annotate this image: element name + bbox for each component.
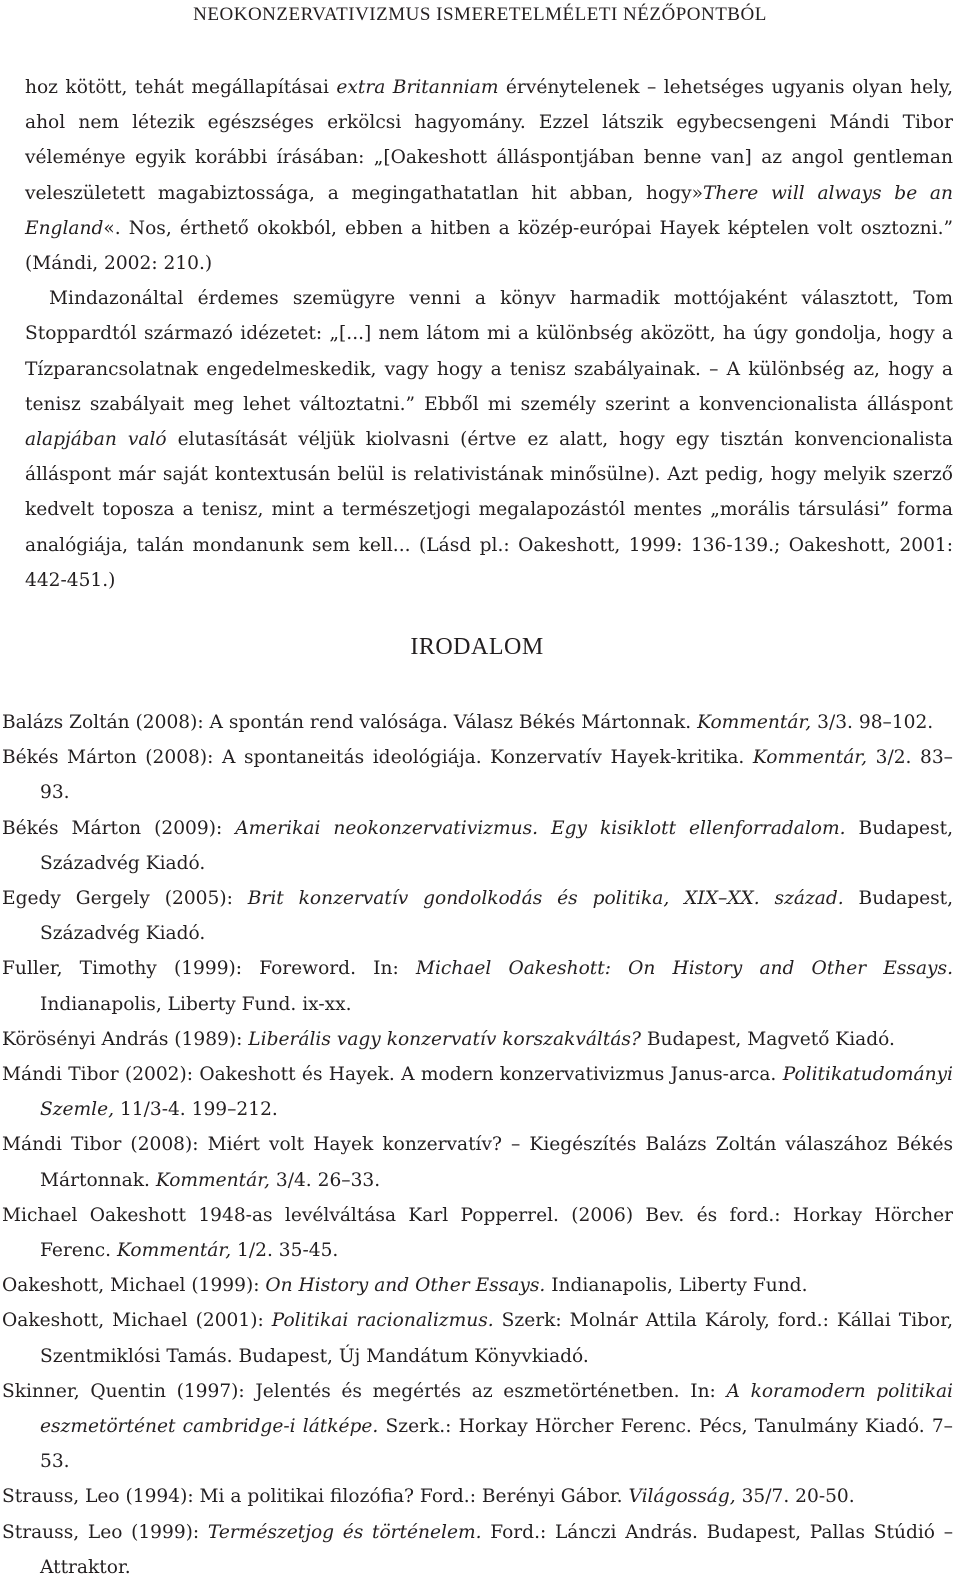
text-run: Fuller, Timothy (1999): Foreword. In:: [2, 958, 416, 980]
reference-entry: [2, 1198, 953, 1268]
reference-entry: [2, 1268, 953, 1303]
reference-list: [2, 705, 953, 1585]
text-run: Ford.: Lánczi András. Budapest, Pallas Stúdió – Attraktor.: [40, 1521, 953, 1578]
text-run: Strauss, Leo (1999):: [2, 1521, 208, 1543]
italic-text: alapjában való: [25, 429, 167, 451]
italic-text: Politikai racionalizmus.: [271, 1310, 494, 1332]
paragraph: [25, 70, 953, 281]
reference-entry: [2, 1303, 953, 1373]
text-run: Oakeshott, Michael (2001):: [2, 1310, 272, 1332]
italic-text: Michael Oakeshott: On History and Other Essays.: [415, 958, 953, 980]
text-run: Michael Oakeshott 1948-as levélváltása Karl Popperrel. (2006) Bev. és ford.: Horkay Hörcher Ferenc.: [2, 1204, 953, 1262]
text-run: Indianapolis, Liberty Fund. ix-xx.: [40, 993, 352, 1015]
italic-text: Kommentár,: [117, 1240, 232, 1262]
italic-text: Amerikai neokonzervativizmus. Egy kisiklott ellenforradalom.: [235, 817, 846, 839]
reference-entry: [2, 951, 953, 1021]
text-run: 3/4. 26–33.: [269, 1169, 381, 1191]
text-run: 3/3. 98–102.: [811, 712, 934, 733]
text-run: elutasítását véljük kiolvasni (értve ez alatt, hogy egy tisztán konvencionalista álláspont már saját kontextusán belül is relativistának minősülne). Azt pedig, hogy melyik szerző kedvelt toposza a tenisz, mint a természetjogi megalapozástól mentes „morális társulási” forma analógiája, talán mondanunk sem kell... (Lásd pl.: Oakeshott, 1999: 136-139.; Oakeshott, 2001: 442-451.): [25, 429, 953, 591]
reference-entry: [2, 811, 953, 881]
text-run: 11/3-4. 199–212.: [114, 1099, 278, 1121]
text-run: Skinner, Quentin (1997): Jelentés és megértés az eszmetörténetben. In:: [2, 1380, 727, 1402]
italic-text: Liberális vagy konzervatív korszakváltás?: [248, 1028, 641, 1050]
body-text: [25, 70, 953, 598]
reference-entry: [2, 705, 953, 740]
italic-text: There will always be an England: [25, 182, 953, 239]
text-run: Mándi Tibor (2002): Oakeshott és Hayek. A modern konzervativizmus Janus-arca.: [2, 1064, 783, 1086]
text-run: hoz kötött, tehát megállapításai: [25, 77, 337, 98]
italic-text: On History and Other Essays.: [265, 1275, 546, 1297]
text-run: Oakeshott, Michael (1999):: [2, 1275, 266, 1297]
text-run: Békés Márton (2009):: [2, 817, 236, 839]
text-run: 35/7. 20-50.: [735, 1486, 855, 1508]
italic-text: Brit konzervatív gondolkodás és politika, XIX–XX. század.: [247, 888, 844, 910]
reference-entry: [2, 881, 953, 951]
text-run: Indianapolis, Liberty Fund.: [545, 1275, 808, 1297]
text-run: 1/2. 35-45.: [231, 1240, 339, 1262]
text-run: 3/2. 83–93.: [40, 747, 953, 804]
reference-entry: [2, 1127, 953, 1197]
text-run: Mindazonáltal érdemes szemügyre venni a könyv harmadik mottójaként választott, Tom Stoppardtól származó idézetet: „[...] nem látom mi a különbség aközött, ha úgy gondolja, hogy a Tízparancsolatnak engedelmeskedik, vagy hogy a tenisz szabályainak. – A különbség az, hogy a tenisz szabályait meg lehet változtatni.” Ebből mi személy szerint a konvencionalista álláspont: [25, 288, 953, 415]
italic-text: Természetjog és történelem.: [207, 1521, 482, 1543]
reference-entry: [2, 1515, 953, 1585]
italic-text: A koramodern politikai eszmetörténet cambridge-i látképe.: [40, 1380, 953, 1438]
italic-text: Politikatudományi Szemle,: [40, 1064, 953, 1121]
italic-text: extra Britanniam: [336, 77, 499, 98]
text-run: Egedy Gergely (2005):: [2, 888, 248, 910]
italic-text: Világosság,: [628, 1486, 736, 1508]
italic-text: Kommentár,: [752, 747, 868, 769]
text-run: Budapest, Magvető Kiadó.: [640, 1028, 895, 1050]
section-title: IRODALOM: [410, 634, 544, 660]
running-header: NEOKONZERVATIVIZMUS ISMERETELMÉLETI NÉZŐPONTBÓL: [193, 4, 767, 25]
text-run: Budapest, Századvég Kiadó.: [40, 888, 954, 945]
text-run: érvénytelenek – lehetséges ugyanis olyan hely, ahol nem létezik egészséges erkölcsi hagyomány. Ezzel látszik egybecsengeni Mándi Tibor véleménye egyik korábbi írásában: „[Oakeshott álláspontjában benne van] az angol gentleman veleszületett magabiztossága, a megingathatatlan hit abban, hogy»: [25, 77, 953, 204]
text-run: Szerk.: Horkay Hörcher Ferenc. Pécs, Tanulmány Kiadó. 7–53.: [40, 1416, 953, 1473]
text-run: Szerk: Molnár Attila Károly, ford.: Kállai Tibor, Szentmiklósi Tamás. Budapest, Új Mandátum Könyvkiadó.: [40, 1310, 953, 1367]
reference-entry: [2, 740, 953, 810]
paragraph: [25, 281, 953, 598]
reference-entry: [2, 1479, 953, 1514]
text-run: «. Nos, érthető okokból, ebben a hitben a közép-európai Hayek képtelen volt osztozni.” (Mándi, 2002: 210.): [25, 217, 953, 275]
text-run: Békés Márton (2008): A spontaneitás ideológiája. Konzervatív Hayek-kritika.: [2, 747, 753, 769]
italic-text: Kommentár,: [155, 1169, 270, 1191]
text-run: Balázs Zoltán (2008): A spontán rend valósága. Válasz Békés Mártonnak.: [2, 712, 698, 733]
text-run: Strauss, Leo (1994): Mi a politikai filozófia? Ford.: Berényi Gábor.: [2, 1486, 629, 1508]
italic-text: Kommentár,: [697, 712, 812, 733]
text-run: Körösényi András (1989):: [2, 1028, 249, 1050]
text-run: Budapest, Századvég Kiadó.: [40, 817, 953, 874]
text-run: Mándi Tibor (2008): Miért volt Hayek konzervatív? – Kiegészítés Balázs Zoltán válaszához Békés Mártonnak.: [2, 1134, 953, 1191]
reference-entry: [2, 1374, 953, 1480]
reference-entry: [2, 1057, 953, 1127]
reference-entry: [2, 1022, 953, 1057]
